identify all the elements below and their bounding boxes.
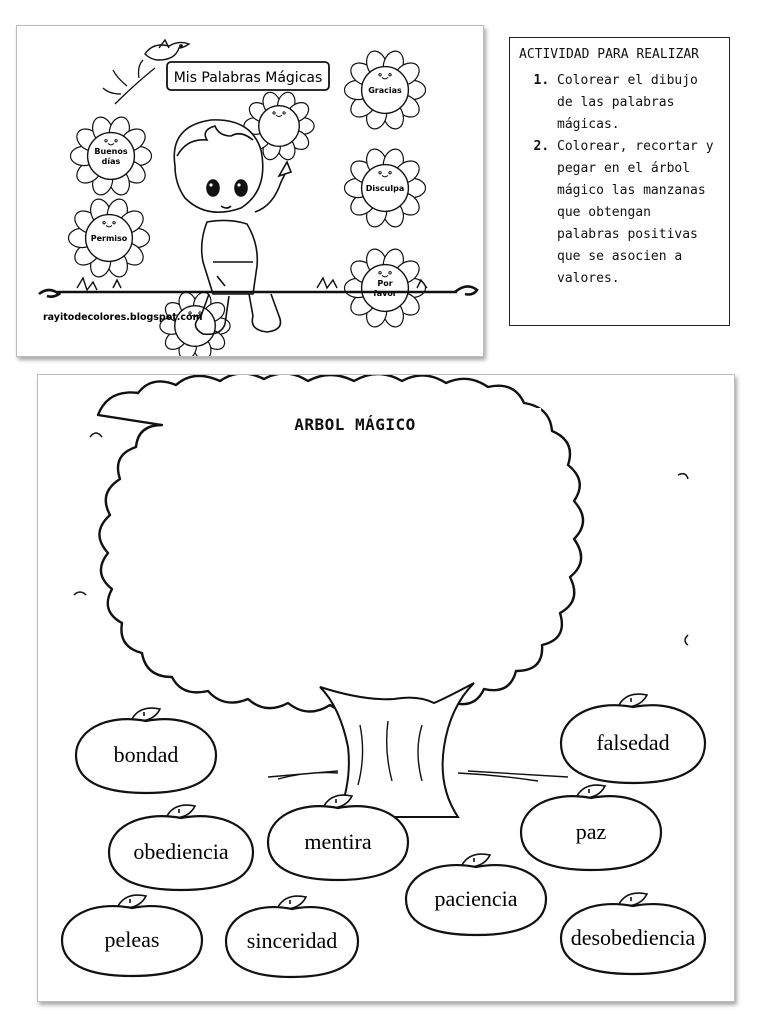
apple-word: sinceridad xyxy=(246,928,338,953)
apple-word: falsedad xyxy=(596,730,670,755)
apple-word: desobediencia xyxy=(570,925,696,950)
magic-tree-drawing xyxy=(38,375,734,1001)
flower-icon xyxy=(345,247,426,330)
apple-card xyxy=(521,785,661,870)
flower-label: Disculpa xyxy=(365,184,405,193)
flower-label: Por xyxy=(377,279,393,288)
branch-icon xyxy=(103,60,155,104)
activity-box xyxy=(509,37,730,326)
magic-tree-panel xyxy=(37,374,735,1002)
flower-label: Gracias xyxy=(368,86,402,95)
activity-steps xyxy=(519,70,719,290)
apple-card xyxy=(109,805,253,890)
apple-word: paciencia xyxy=(434,886,518,911)
magic-words-illustration xyxy=(16,25,484,357)
activity-step: 2. Colorear, recortar y pegar en el árbol mágico las manzanas que obtengan palabras positivas que se asocien a valores. xyxy=(557,136,719,290)
tree-title: ARBOL MÁGICO xyxy=(294,415,416,434)
flower-label: Buenos xyxy=(94,147,128,156)
flower-label: favor xyxy=(373,289,397,298)
apple-card xyxy=(226,896,358,977)
magic-words-drawing xyxy=(17,26,483,356)
apple-word: bondad xyxy=(113,742,179,767)
activity-heading: ACTIVIDAD PARA REALIZAR xyxy=(519,47,700,62)
flower-label: Permiso xyxy=(90,234,128,243)
illustration-title: Mis Palabras Mágicas xyxy=(173,70,323,86)
illustration-credit: rayitodecolores.blogspot.com xyxy=(43,312,203,323)
apple-word: obediencia xyxy=(133,839,229,864)
apple-word: mentira xyxy=(304,829,372,854)
apple-card xyxy=(76,708,216,793)
apple-word: peleas xyxy=(104,927,160,952)
bird-icon xyxy=(145,40,189,60)
apple-card xyxy=(561,893,705,974)
flower-icon xyxy=(71,115,152,198)
flower-label: días xyxy=(101,157,121,166)
apple-word: paz xyxy=(575,819,607,844)
apple-card xyxy=(561,694,705,783)
activity-step: 1. Colorear el dibujo de las palabras mágicas. xyxy=(557,70,719,136)
apple-card xyxy=(62,895,202,976)
apple-card xyxy=(406,854,546,935)
